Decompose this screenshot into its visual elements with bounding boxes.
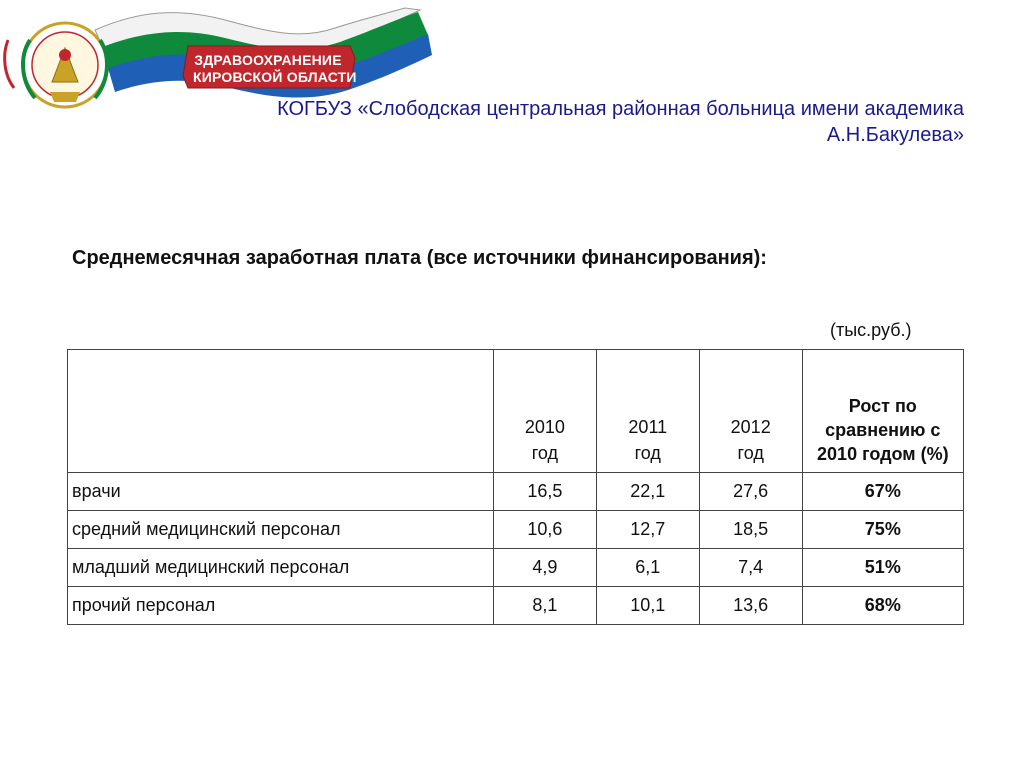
row-label: прочий персонал bbox=[68, 587, 494, 625]
row-label: младший медицинский персонал bbox=[68, 549, 494, 587]
units-label: (тыс.руб.) bbox=[830, 320, 912, 340]
cell-2012: 18,5 bbox=[699, 511, 802, 549]
banner-line-2: КИРОВСКОЙ ОБЛАСТИ bbox=[193, 69, 357, 85]
cell-2012: 7,4 bbox=[699, 549, 802, 587]
cell-growth: 51% bbox=[802, 549, 963, 587]
header-category bbox=[68, 350, 494, 473]
header-2011-text: 2011 год bbox=[628, 417, 668, 463]
organization-title: КОГБУЗ «Слободская центральная районная больница имени академика А.Н.Бакулева» bbox=[277, 98, 964, 146]
salary-table bbox=[67, 349, 964, 625]
cell-2011: 6,1 bbox=[596, 549, 699, 587]
banner-line-1: ЗДРАВООХРАНЕНИЕ bbox=[194, 52, 342, 68]
cell-growth: 67% bbox=[802, 473, 963, 511]
cell-2011: 10,1 bbox=[596, 587, 699, 625]
page-subtitle: Среднемесячная заработная плата (все источники финансирования): bbox=[72, 247, 767, 269]
table-row bbox=[68, 511, 964, 549]
cell-2010: 8,1 bbox=[493, 587, 596, 625]
header-2011 bbox=[596, 350, 699, 473]
cell-2010: 4,9 bbox=[493, 549, 596, 587]
header-2012 bbox=[699, 350, 802, 473]
cell-2011: 22,1 bbox=[596, 473, 699, 511]
table-row bbox=[68, 587, 964, 625]
header-growth-text: Рост по сравнению с 2010 годом (%) bbox=[817, 396, 949, 464]
header-growth bbox=[802, 350, 963, 473]
row-label: средний медицинский персонал bbox=[68, 511, 494, 549]
cell-2012: 13,6 bbox=[699, 587, 802, 625]
header-2012-text: 2012 год bbox=[730, 417, 771, 463]
row-label: врачи bbox=[68, 473, 494, 511]
table-row bbox=[68, 473, 964, 511]
cell-growth: 75% bbox=[802, 511, 963, 549]
cell-growth: 68% bbox=[802, 587, 963, 625]
header-2010 bbox=[493, 350, 596, 473]
cell-2012: 27,6 bbox=[699, 473, 802, 511]
header-2010-text: 2010 год bbox=[524, 417, 565, 463]
table-header-row bbox=[68, 350, 964, 473]
table-row bbox=[68, 549, 964, 587]
cell-2011: 12,7 bbox=[596, 511, 699, 549]
cell-2010: 10,6 bbox=[493, 511, 596, 549]
cell-2010: 16,5 bbox=[493, 473, 596, 511]
